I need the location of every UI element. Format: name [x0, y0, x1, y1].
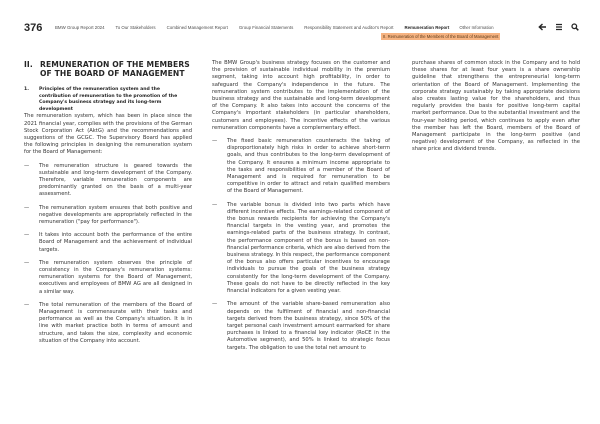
bullet-dash: — — [24, 259, 30, 266]
list-item-text: The total remuneration of the members of the Board of Management is commensurate with their tasks and performance as well as the Company's situation. It is in line with market practice both in terms of amount and structure, and takes the size, complexity and economic situation of the Company into account. — [39, 301, 192, 344]
list-item-text: It takes into account both the performance of the entire Board of Management and the achievement of individual targets. — [39, 232, 192, 253]
list-item — [24, 302, 192, 345]
section-title: REMUNERATION OF THE MEMBERS OF THE BOARD OF MANAGEMENT — [40, 60, 190, 78]
subsection-number: 1. — [24, 87, 29, 92]
list-item-text: The remuneration system observes the principle of consistency in the Company's remuneration systems: remuneration systems for the Board of Management, executives and employees of BMW AG are all designed in a similar way. — [39, 259, 192, 295]
list-item-text: The amount of the variable share-based remuneration also depends on the fulfilment of financial and non-financial targets derived from the business strategy, since 50% of the target personal cash investment amount earmarked for share purchases is linked to a financial key indicator (RoCE in the Automotive segment), and 50% is linked to strategic focus targets. The obligation to use the total net amount to — [227, 301, 390, 351]
section-number: II. — [24, 60, 33, 69]
list-item — [24, 232, 192, 254]
section-heading — [24, 60, 192, 78]
nav-other-information[interactable]: Other Information — [459, 25, 494, 30]
top-navigation — [55, 25, 494, 30]
nav-combined-management-report[interactable]: Combined Management Report — [166, 25, 228, 30]
section-breadcrumb[interactable]: II. Remuneration of the Members of the Board of Management — [383, 34, 499, 39]
nav-group-financial-statements[interactable]: Group Financial Statements — [238, 25, 294, 30]
page-header — [0, 22, 600, 46]
list-item-text: The remuneration structure is geared towards the sustainable and long-term development of the Company. Therefore, variable remuneration components are predominantly granted on the basis of a multi-year assessment. — [39, 162, 192, 198]
bullet-dash: — — [212, 201, 218, 208]
menu-icon[interactable] — [555, 23, 563, 31]
list-item — [212, 138, 390, 196]
strategy-paragraph: The BMW Group's business strategy focuses on the customer and the provision of sustainable individual mobility in the premium segment, taking into account high profitability, in order to safeguard the Company's independence in the future. The remuneration system contributes to the implementation of the business strategy and the sustainable and long-term development of the Company. It also takes into account the concerns of the Company's important stakeholders (in particular shareholders, customers and employees). The incentive effects of the various remuneration components have a complementary effect. — [212, 60, 390, 131]
nav-bmw-group-report[interactable]: BMW Group Report 2024 — [55, 25, 105, 30]
header-icons — [538, 23, 579, 31]
column-3 — [412, 60, 580, 154]
back-arrow-icon[interactable] — [538, 23, 547, 31]
list-item — [24, 205, 192, 227]
subsection-heading — [24, 87, 192, 113]
page-number: 376 — [24, 22, 43, 34]
list-item — [24, 163, 192, 199]
list-item-text: The remuneration system ensures that both positive and negative developments are appropriately reflected in the remuneration ("pay for performance"). — [39, 204, 192, 226]
list-item-text: The variable bonus is divided into two parts which have different incentive effects. The earnings-related component of the bonus rewards recipients for achieving the Company's financial targets in the vesting year, and promotes the earnings-related parts of the business strategy. In contrast, the performance component of the bonus is based on non-financial performance criteria, which are also derived from the business strategy. In this respect, the performance component of the bonus also offers particular incentives to encourage individuals to pursue the goals of the business strategy consistently for the long-term development of the Company. These goals do not have to be directly reflected in the key financial indicators for a given vesting year. — [227, 201, 390, 295]
bullet-dash: — — [24, 162, 30, 169]
subsection-title: Principles of the remuneration system and the contribution of remuneration to the promotion of the Company's business strategy and its long-term development — [39, 87, 178, 112]
nav-to-our-stakeholders[interactable]: To Our Stakeholders — [115, 25, 156, 30]
incentive-list — [212, 138, 390, 352]
continuation-paragraph: purchase shares of common stock in the Company and to hold these shares for at least four years is a share ownership guideline that strengthens the entrepreneurial long-term orientation of the Board of Management. Implementing the corporate strategy sustainably by taking appropriate decisions also creates lasting value for the shareholders, and thus regularly provides the basis for positive long-term capital market performance. Due to the substantial investment and the four-year holding period, which continues to apply even after the member has left the Board, members of the Board of Management participate in the long-term positive (and negative) development of the Company, as reflected in the share price and dividend trends. — [412, 60, 580, 153]
bullet-dash: — — [24, 204, 30, 211]
nav-responsibility-statement[interactable]: Responsibility Statement and Auditor's Report — [304, 25, 394, 30]
bullet-dash: — — [24, 301, 30, 308]
column-2 — [212, 60, 390, 358]
column-1 — [24, 60, 192, 351]
bullet-dash: — — [212, 138, 218, 145]
bullet-dash: — — [24, 232, 30, 239]
list-item — [24, 260, 192, 296]
nav-remuneration-report[interactable]: Remuneration Report — [404, 25, 450, 30]
list-item-text: The fixed basic remuneration counteracts the taking of disproportionately high risks in order to achieve short-term goals, and thus contributes to the long-term development of the Company. It ensures a minimum income appropriate to the tasks and responsibilities of a member of the Board of Management and is required for remuneration to be competitive in order to attract and retain qualified members of the Board of Management. — [227, 138, 390, 195]
principles-list — [24, 163, 192, 345]
search-icon[interactable] — [571, 23, 579, 31]
intro-paragraph: The remuneration system, which has been in place since the 2021 financial year, complies with the provisions of the German Stock Corporation Act (AktG) and the recommendations and suggestions of the GCGC. The Supervisory Board has applied the following principles in designing the remuneration system for the Board of Management: — [24, 113, 192, 156]
list-item — [212, 202, 390, 296]
bullet-dash: — — [212, 301, 218, 308]
list-item — [212, 301, 390, 351]
